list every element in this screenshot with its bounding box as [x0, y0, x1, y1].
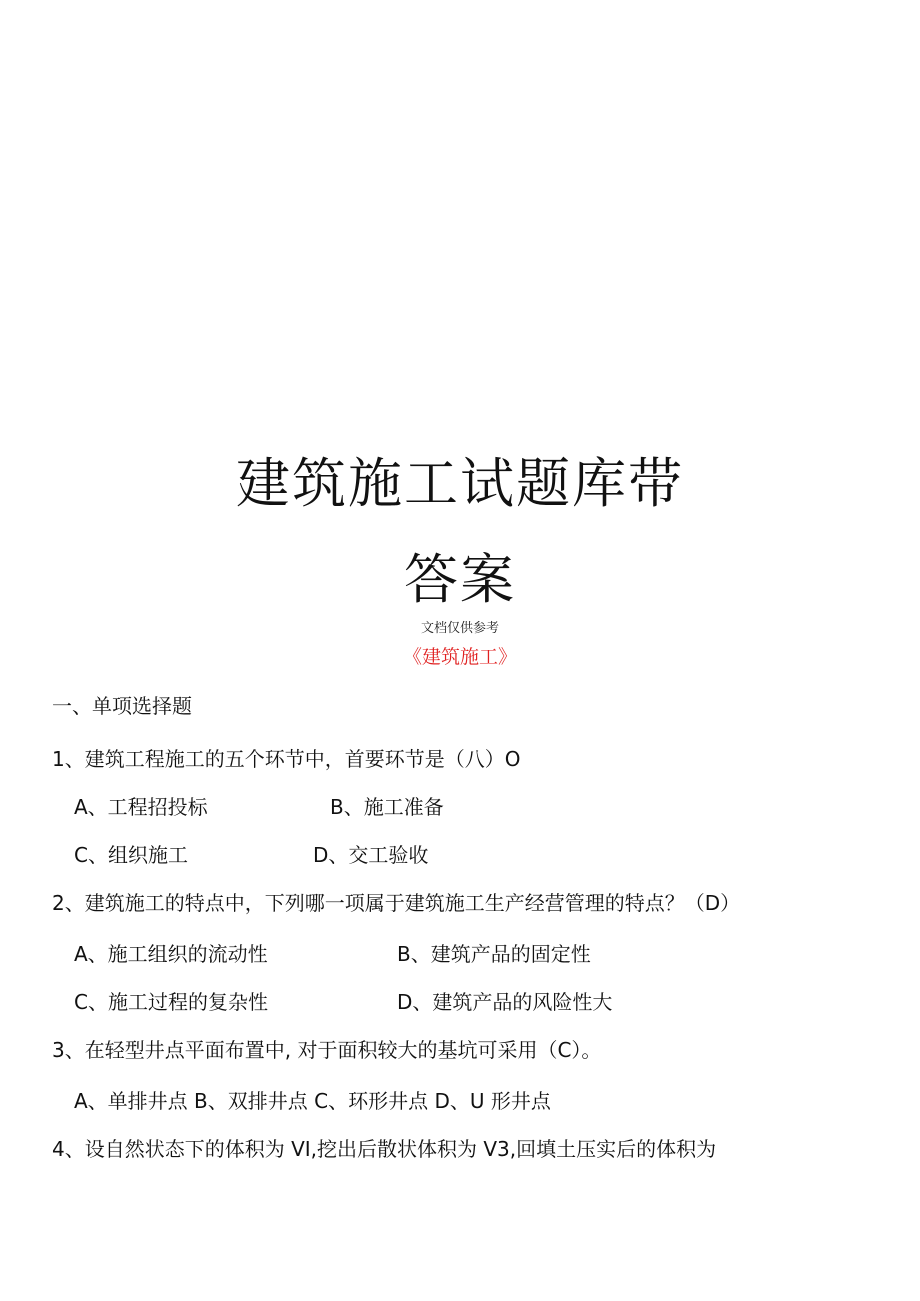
- question-1-option-c: C、组织施工: [74, 843, 188, 867]
- section-heading: 一、单项选择题: [52, 694, 192, 718]
- question-2-option-b: B、建筑产品的固定性: [397, 942, 591, 966]
- question-4: 4、设自然状态下的体积为 VI,挖出后散状体积为 V3,回填土压实后的体积为: [52, 1137, 717, 1161]
- question-1-option-b: B、施工准备: [330, 795, 444, 819]
- question-3-options: A、单排井点 B、双排井点 C、环形井点 D、U 形井点: [74, 1089, 551, 1113]
- question-3: 3、在轻型井点平面布置中, 对于面积较大的基坑可采用（C）。: [52, 1038, 602, 1062]
- source-title: 《建筑施工》: [402, 646, 517, 668]
- question-2-option-a: A、施工组织的流动性: [74, 942, 268, 966]
- question-1: 1、建筑工程施工的五个环节中，首要环节是（八）O: [52, 747, 521, 771]
- question-2-option-c: C、施工过程的复杂性: [74, 990, 268, 1014]
- question-2: 2、建筑施工的特点中，下列哪一项属于建筑施工生产经营管理的特点？（D）: [52, 891, 741, 915]
- document-title-line2: 答案: [404, 548, 516, 611]
- question-1-option-d: D、交工验收: [313, 843, 429, 867]
- reference-note: 文档仅供参考: [420, 621, 499, 636]
- document-title-line1: 建筑施工试题库带: [236, 452, 684, 515]
- question-1-option-a: A、工程招投标: [74, 795, 208, 819]
- question-2-option-d: D、建筑产品的风险性大: [397, 990, 613, 1014]
